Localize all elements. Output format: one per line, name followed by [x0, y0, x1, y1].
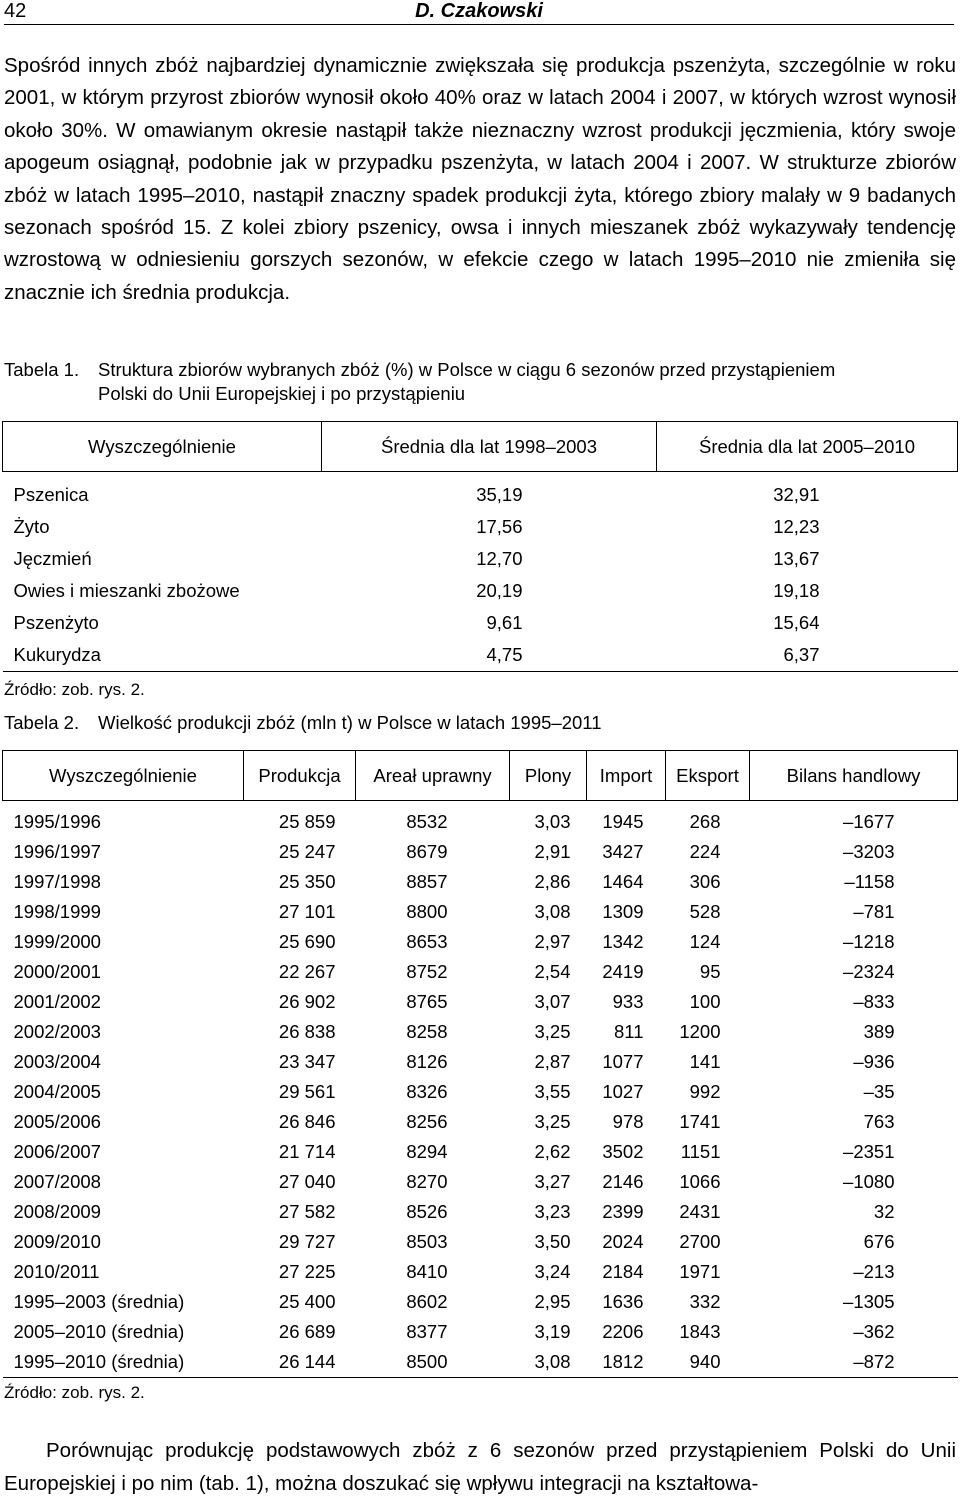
table-cell: 100	[689, 991, 721, 1012]
table-cell: 8752	[406, 961, 448, 982]
table-cell: 4,75	[486, 644, 523, 665]
table-cell: 8800	[406, 901, 448, 922]
table-cell: 8857	[406, 871, 448, 892]
table2-header-cell: Import	[587, 751, 666, 801]
table-row	[3, 987, 958, 1017]
table-cell: –1305	[843, 1291, 895, 1312]
table-cell: 1342	[602, 931, 644, 952]
table-cell: 3,19	[534, 1321, 571, 1342]
table-cell: 2431	[679, 1201, 721, 1222]
table1-header-cell: Wyszczególnienie	[3, 422, 322, 472]
table-cell: 95	[699, 961, 721, 982]
table-row-label: Kukurydza	[13, 644, 101, 665]
table-cell: 26 144	[278, 1351, 336, 1372]
table1-caption-line1: Struktura zbiorów wybranych zbóż (%) w Polsce w ciągu 6 sezonów przed przystąpieniem	[98, 359, 836, 380]
table-cell: –2351	[843, 1141, 895, 1162]
table-cell: –35	[863, 1081, 895, 1102]
table-cell: 26 838	[278, 1021, 336, 1042]
table1-header-cell: Średnia dla lat 2005–2010	[657, 422, 958, 472]
table-row	[3, 472, 958, 512]
table-row-label: 2002/2003	[13, 1021, 101, 1042]
table-cell: 26 846	[278, 1111, 336, 1132]
table-cell: –362	[853, 1321, 895, 1342]
table-cell: 35,19	[476, 484, 523, 505]
table-row-label: Pszenżyto	[13, 612, 99, 633]
table-row-label: 1996/1997	[13, 841, 101, 862]
table-cell: 306	[689, 871, 721, 892]
table-row	[3, 511, 958, 543]
table-cell: 32	[873, 1201, 895, 1222]
table-cell: –1218	[843, 931, 895, 952]
table-row	[3, 801, 958, 838]
table-row-label: 1995–2010 (średnia)	[13, 1351, 185, 1372]
page-header	[4, 0, 954, 25]
table-cell: 19,18	[773, 580, 820, 601]
table-cell: 992	[689, 1081, 721, 1102]
table-cell: 3502	[602, 1141, 644, 1162]
table-cell: 1636	[602, 1291, 644, 1312]
table-cell: 2419	[602, 961, 644, 982]
table-row	[3, 1077, 958, 1107]
table-cell: 25 350	[278, 871, 336, 892]
table-cell: –833	[853, 991, 895, 1012]
table-row	[3, 1317, 958, 1347]
table-row-label: 2001/2002	[13, 991, 101, 1012]
table-cell: 29 727	[278, 1231, 336, 1252]
table-cell: 3,08	[534, 1351, 571, 1372]
table-cell: 763	[863, 1111, 895, 1132]
table-cell: 27 582	[278, 1201, 336, 1222]
table-cell: 8602	[406, 1291, 448, 1312]
table-cell: 2399	[602, 1201, 644, 1222]
table-cell: 2206	[602, 1321, 644, 1342]
table2-header-cell: Wyszczególnienie	[3, 751, 244, 801]
table-cell: –936	[853, 1051, 895, 1072]
table2-source: Źródło: zob. rys. 2.	[4, 1383, 145, 1402]
table2-caption	[4, 711, 956, 735]
table-cell: 27 225	[278, 1261, 336, 1282]
table-row	[3, 1227, 958, 1257]
table-row-label: 2003/2004	[13, 1051, 101, 1072]
page-number: 42	[4, 0, 27, 22]
table-cell: 1309	[602, 901, 644, 922]
table-cell: 8377	[406, 1321, 448, 1342]
table-cell: 9,61	[486, 612, 523, 633]
table-cell: 1843	[679, 1321, 721, 1342]
table-cell: 8503	[406, 1231, 448, 1252]
table-cell: 3,55	[534, 1081, 571, 1102]
table-cell: 2,87	[534, 1051, 571, 1072]
table-cell: 8532	[406, 811, 448, 832]
table-row-label: Żyto	[13, 516, 50, 537]
table-cell: 26 689	[278, 1321, 336, 1342]
table-row-label: 1995/1996	[13, 811, 101, 832]
table-row-label: Owies i mieszanki zbożowe	[13, 580, 240, 601]
table-row	[3, 1017, 958, 1047]
table2	[2, 750, 958, 1378]
table-cell: 2,95	[534, 1291, 571, 1312]
table-cell: 25 690	[278, 931, 336, 952]
table-cell: 528	[689, 901, 721, 922]
table-cell: 3,24	[534, 1261, 571, 1282]
table-cell: 3427	[602, 841, 644, 862]
table-row-label: 2005/2006	[13, 1111, 101, 1132]
table-cell: 8294	[406, 1141, 448, 1162]
table2-header-row	[3, 751, 958, 801]
table-cell: 8500	[406, 1351, 448, 1372]
table-cell: 1077	[602, 1051, 644, 1072]
table1	[2, 421, 958, 672]
table-cell: 27 101	[278, 901, 336, 922]
table-cell: 940	[689, 1351, 721, 1372]
table-row	[3, 897, 958, 927]
table-cell: 8258	[406, 1021, 448, 1042]
table-cell: 3,03	[534, 811, 571, 832]
table-cell: 6,37	[783, 644, 820, 665]
running-head: D. Czakowski	[415, 0, 543, 22]
table-row	[3, 543, 958, 575]
table-cell: 22 267	[278, 961, 336, 982]
table-cell: 1741	[679, 1111, 721, 1132]
table-cell: –1158	[844, 871, 895, 892]
table-row	[3, 1167, 958, 1197]
table-cell: 1812	[602, 1351, 644, 1372]
table-row	[3, 927, 958, 957]
table-cell: 29 561	[278, 1081, 336, 1102]
table-cell: 8126	[406, 1051, 448, 1072]
table-row	[3, 957, 958, 987]
table-row	[3, 639, 958, 672]
table2-header-cell: Produkcja	[244, 751, 356, 801]
table2-header-cell: Eksport	[666, 751, 750, 801]
table-cell: 3,07	[534, 991, 571, 1012]
table-cell: –781	[853, 901, 895, 922]
table-cell: 2024	[602, 1231, 644, 1252]
table-cell: 1066	[679, 1171, 721, 1192]
table-row	[3, 1137, 958, 1167]
table-cell: 2146	[602, 1171, 644, 1192]
table-cell: 2184	[602, 1261, 644, 1282]
body-paragraph-2: Porównując produkcję podstawowych zbóż z 6 sezonów przed przystąpieniem Polski do Unii Europejskiej i po nim (tab. 1), można doszukać się wpływu integracji na kształtowa-	[4, 1439, 956, 1495]
table-cell: 3,08	[534, 901, 571, 922]
table-row-label: 2006/2007	[13, 1141, 101, 1162]
table-cell: 2,54	[534, 961, 571, 982]
table2-header-cell: Plony	[510, 751, 587, 801]
table-row-label: 2005–2010 (średnia)	[13, 1321, 185, 1342]
table-row-label: 1998/1999	[13, 901, 101, 922]
table-cell: 26 902	[278, 991, 336, 1012]
table-cell: 1464	[602, 871, 644, 892]
table-cell: 1945	[602, 811, 644, 832]
table-cell: 32,91	[773, 484, 820, 505]
table-cell: 1027	[602, 1081, 644, 1102]
table-cell: 2,91	[534, 841, 571, 862]
table-row-label: 2007/2008	[13, 1171, 101, 1192]
table-cell: 124	[689, 931, 721, 952]
table-cell: 2,86	[534, 871, 571, 892]
table-cell: 676	[863, 1231, 895, 1252]
table-cell: 21 714	[278, 1141, 336, 1162]
table-cell: 3,50	[534, 1231, 571, 1252]
table-row-label: 2008/2009	[13, 1201, 101, 1222]
table-cell: 8653	[406, 931, 448, 952]
table-cell: 811	[614, 1021, 644, 1042]
table-row	[3, 1287, 958, 1317]
table-row	[3, 867, 958, 897]
table-cell: 25 859	[278, 811, 336, 832]
table-cell: –2324	[843, 961, 895, 982]
table-cell: 141	[689, 1051, 721, 1072]
table-cell: 332	[689, 1291, 721, 1312]
table1-caption	[4, 358, 956, 406]
table-row	[3, 837, 958, 867]
table-cell: 8526	[406, 1201, 448, 1222]
table-row	[3, 1047, 958, 1077]
table-cell: 8410	[406, 1261, 448, 1282]
table-row-label: 1995–2003 (średnia)	[13, 1291, 185, 1312]
table-row-label: 1997/1998	[13, 871, 101, 892]
table-row-label: 2000/2001	[13, 961, 101, 982]
table-row	[3, 1107, 958, 1137]
table-cell: 3,25	[534, 1021, 571, 1042]
table-cell: 933	[612, 991, 644, 1012]
table-cell: 20,19	[476, 580, 523, 601]
table-cell: 224	[689, 841, 721, 862]
table2-header-cell: Areał uprawny	[356, 751, 510, 801]
table-row-label: 2004/2005	[13, 1081, 101, 1102]
table-cell: 13,67	[773, 548, 820, 569]
table-row	[3, 1197, 958, 1227]
table-cell: 389	[863, 1021, 895, 1042]
table-row-label: 1999/2000	[13, 931, 101, 952]
table-row	[3, 607, 958, 639]
table-cell: 12,23	[773, 516, 820, 537]
table-cell: 268	[689, 811, 721, 832]
table-cell: 25 400	[278, 1291, 336, 1312]
table-row-label: 2009/2010	[13, 1231, 101, 1252]
table2-caption-text: Wielkość produkcji zbóż (mln t) w Polsce w latach 1995–2011	[98, 712, 602, 733]
table-cell: 3,23	[534, 1201, 571, 1222]
table-cell: 3,25	[534, 1111, 571, 1132]
table-cell: –872	[853, 1351, 895, 1372]
table-cell: 17,56	[476, 516, 523, 537]
table-cell: 27 040	[278, 1171, 336, 1192]
table1-header-row	[3, 422, 958, 472]
table-row-label: 2010/2011	[13, 1261, 100, 1282]
table-cell: 2,97	[534, 931, 571, 952]
table-cell: 1971	[679, 1261, 721, 1282]
table1-caption-line2: Polski do Unii Europejskiej i po przystąpieniu	[98, 383, 466, 404]
body-paragraph-1: Spośród innych zbóż najbardziej dynamicznie zwiększała się produkcja pszenżyta, szczególnie w roku 2001, w którym przyrost zbiorów wynosił około 40% oraz w latach 2004 i 2007, w których wzrost wynosił około 30%. W omawianym okresie nastąpił także nieznaczny wzrost produkcji jęczmienia, który swoje apogeum osiągnął, podobnie jak w przypadku pszenżyta, w latach 2004 i 2007. W strukturze zbiorów zbóż w latach 1995–2010, nastąpił znaczny spadek produkcji żyta, którego zbiory malały w 9 badanych sezonach spośród 15. Z kolei zbiory pszenicy, owsa i innych mieszanek zbóż wykazywały tendencję wzrostową w odniesieniu gorszych sezonów, w efekcie czego w latach 1995–2010 nie zmieniła się znacznie ich średnia produkcja.	[4, 54, 956, 304]
table-cell: 25 247	[278, 841, 336, 862]
table-cell: 2,62	[534, 1141, 571, 1162]
table-cell: 23 347	[278, 1051, 336, 1072]
table-cell: 12,70	[476, 548, 523, 569]
table-row-label: Jęczmień	[13, 548, 92, 569]
table-cell: –213	[853, 1261, 895, 1282]
table-cell: –1080	[843, 1171, 895, 1192]
table2-label: Tabela 2.	[4, 712, 80, 733]
table-row	[3, 575, 958, 607]
table-cell: 3,27	[534, 1171, 571, 1192]
table-cell: –3203	[843, 841, 895, 862]
table-cell: 1151	[680, 1141, 721, 1162]
table-cell: 8765	[406, 991, 448, 1012]
table1-source: Źródło: zob. rys. 2.	[4, 680, 145, 699]
table1-header-cell: Średnia dla lat 1998–2003	[322, 422, 657, 472]
table-cell: 8679	[406, 841, 448, 862]
table-row	[3, 1347, 958, 1378]
table-cell: –1677	[843, 811, 895, 832]
table-cell: 8256	[406, 1111, 448, 1132]
table2-header-cell: Bilans handlowy	[750, 751, 958, 801]
table-cell: 8270	[406, 1171, 448, 1192]
table-cell: 8326	[406, 1081, 448, 1102]
table-cell: 1200	[679, 1021, 721, 1042]
table-row	[3, 1257, 958, 1287]
table-cell: 2700	[679, 1231, 721, 1252]
table-cell: 978	[612, 1111, 644, 1132]
table-cell: 15,64	[773, 612, 820, 633]
table-row-label: Pszenica	[13, 484, 89, 505]
table1-label: Tabela 1.	[4, 359, 80, 380]
